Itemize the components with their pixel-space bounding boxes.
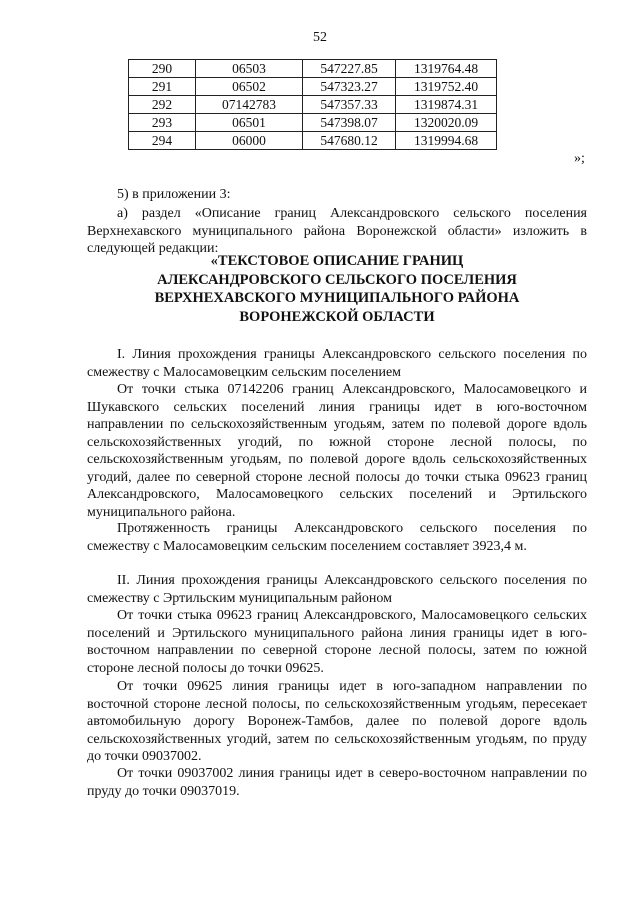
heading-line-1: «ТЕКСТОВОЕ ОПИСАНИЕ ГРАНИЦ: [210, 253, 464, 269]
item-a-paragraph: а) раздел «Описание границ Александровского сельского поселения Верхнехавского муниципального района Воронежской области» изложить в следующей редакции:: [87, 206, 587, 256]
section2-paragraph-2: От точки 09625 линия границы идет в юго-западном направлении по восточной стороне лесной полосы, по сельскохозяйственным угодьям, пересекает автомобильную дорогу Воронеж-Тамбов, далее по полевой дороге вдоль сельскохозяйственных угодий, затем по сельскохозяйственным угодьям, по пруду до точки 09037002.: [87, 679, 587, 764]
table-row: [129, 96, 497, 114]
table-row: [129, 60, 497, 78]
table-cell: 293: [129, 114, 196, 132]
table-cell: 547398.07: [303, 114, 396, 132]
heading-line-2: АЛЕКСАНДРОВСКОГО СЕЛЬСКОГО ПОСЕЛЕНИЯ: [157, 271, 517, 288]
table-cell: 1320020.09: [396, 114, 497, 132]
heading-line-3: ВЕРХНЕХАВСКОГО МУНИЦИПАЛЬНОГО РАЙОНА: [154, 290, 520, 306]
table-cell: 1319874.31: [396, 96, 497, 114]
section1-title: I. Линия прохождения границы Александровского сельского поселения по смежеству с Малосамовецким сельским поселением: [87, 347, 587, 380]
table-row: [129, 78, 497, 96]
table-row: [129, 132, 497, 150]
table-cell: 1319752.40: [396, 78, 497, 96]
table-cell: 06503: [196, 60, 303, 78]
table-cell: 06501: [196, 114, 303, 132]
table-cell: 292: [129, 96, 196, 114]
section-heading: [87, 252, 587, 326]
coordinates-table: [128, 59, 497, 150]
table-cell: 06000: [196, 132, 303, 150]
table-cell: 294: [129, 132, 196, 150]
section2-title: II. Линия прохождения границы Александровского сельского поселения по смежеству с Эртильским муниципальным районом: [87, 573, 587, 606]
page-number: 52: [313, 30, 327, 45]
closing-quote: »;: [574, 151, 585, 166]
section2-paragraph-3: От точки 09037002 линия границы идет в северо-восточном направлении по пруду до точки 09037019.: [87, 766, 587, 799]
heading-line-4: ВОРОНЕЖСКОЙ ОБЛАСТИ: [239, 308, 435, 325]
table-cell: 06502: [196, 78, 303, 96]
table-cell: 547680.12: [303, 132, 396, 150]
item-5: 5) в приложении 3:: [117, 187, 231, 202]
section1-paragraph-1: От точки стыка 07142206 границ Александровского, Малосамовецкого и Шукавского сельских поселений линия границы идет в юго-восточном направлении по сельскохозяйственным угодьям, затем по полевой дороге вдоль сельскохозяйственных угодий, по южной стороне лесной полосы, по сельскохозяйственным угодьям, по полевой дороге вдоль сельскохозяйственных угодий, далее по северной стороне лесной полосы до точки стыка 09623 границ Александровского, Малосамовецкого сельских поселений и Эртильского муниципального района.: [87, 382, 587, 520]
table-row: [129, 114, 497, 132]
table-cell: 1319764.48: [396, 60, 497, 78]
table-cell: 1319994.68: [396, 132, 497, 150]
table-cell: 07142783: [196, 96, 303, 114]
table-cell: 290: [129, 60, 196, 78]
section1-paragraph-2: Протяженность границы Александровского сельского поселения по смежеству с Малосамовецким сельским поселением составляет 3923,4 м.: [87, 521, 587, 554]
table-cell: 291: [129, 78, 196, 96]
table-cell: 547227.85: [303, 60, 396, 78]
table-cell: 547357.33: [303, 96, 396, 114]
table-cell: 547323.27: [303, 78, 396, 96]
section2-paragraph-1: От точки стыка 09623 границ Александровского, Малосамовецкого сельских поселений и Эртильского муниципального района линия границы идет в юго-восточном направлении по северной стороне лесной полосы, затем по южной стороне лесной полосы до точки 09625.: [87, 608, 587, 676]
